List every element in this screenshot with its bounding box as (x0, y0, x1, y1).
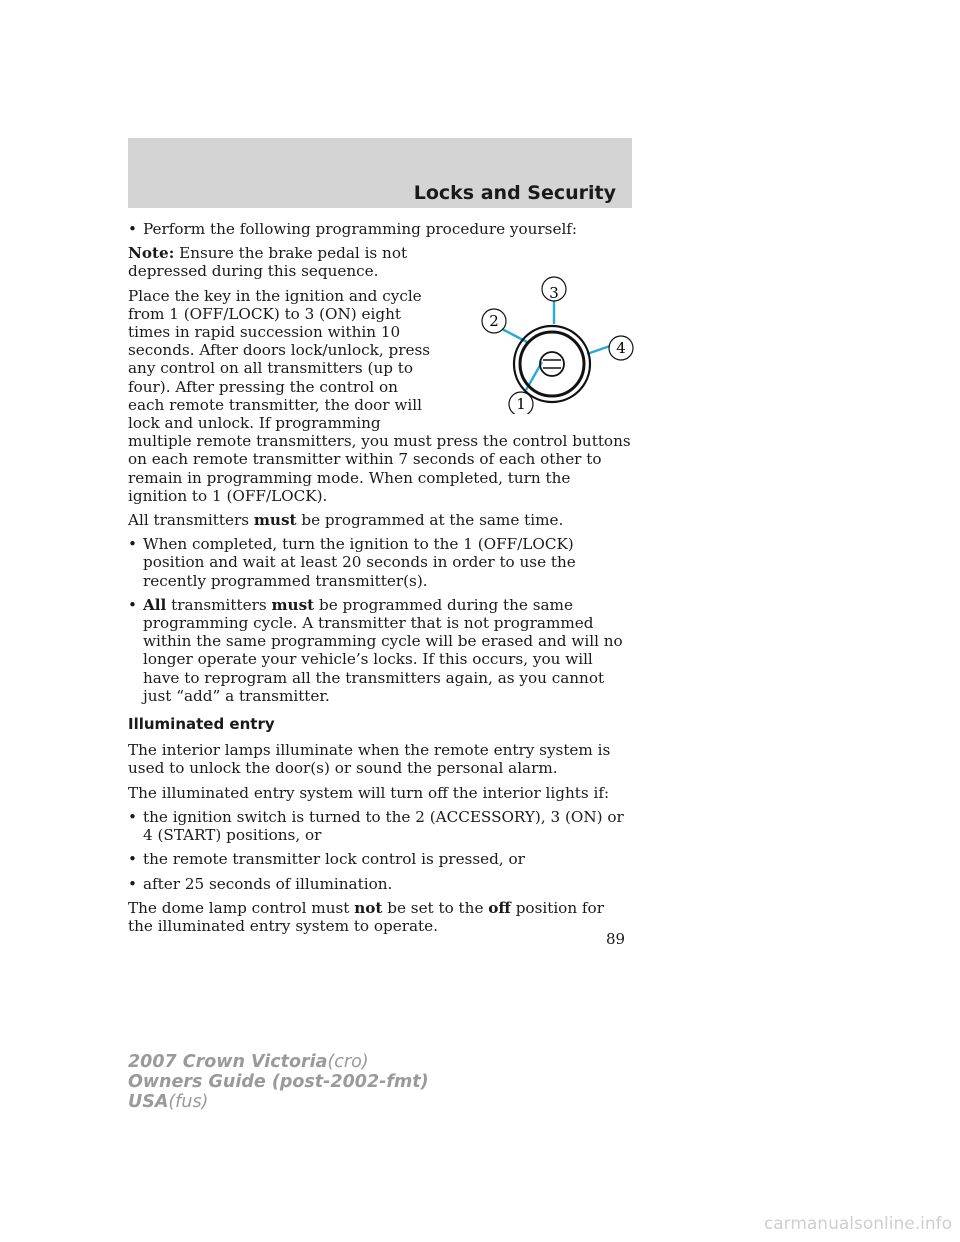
bold-run: not (354, 898, 383, 917)
bullet-dot: • (128, 220, 137, 238)
page-number: 89 (606, 930, 626, 948)
bullet-dot: • (128, 595, 137, 614)
ignition-pointer-4 (587, 346, 610, 354)
ignition-inner-ring (520, 332, 584, 396)
note-label: Note: (128, 244, 175, 263)
page-content (128, 220, 632, 941)
bullet-item (128, 875, 632, 893)
bullet-text: When completed, turn the ignition to the 1 (OFF/LOCK) position and wait at least 20 seconds in order to use the recently programmed transmitter(s). (143, 535, 576, 590)
ignition-label-3: 3 (549, 284, 559, 303)
bullet-text: the remote transmitter lock control is pressed, or (143, 850, 525, 869)
bullet-item (128, 596, 632, 705)
bold-run: must (271, 595, 315, 614)
bullet-text: the ignition switch is turned to the 2 (ACCESSORY), 3 (ON) or 4 (START) positions, or (143, 807, 624, 845)
bullet-text: after 25 seconds of illumination. (143, 874, 393, 893)
note-text: Ensure the brake pedal is not depressed during this sequence. (128, 244, 408, 281)
bold-run: All (143, 595, 167, 614)
ignition-outer-ring (514, 326, 590, 402)
bullet-item (128, 850, 632, 868)
text-run: be programmed at the same time. (296, 511, 564, 530)
ignition-switch-diagram (442, 244, 662, 414)
ignition-label-2: 2 (489, 312, 499, 331)
ignition-label-4: 4 (616, 339, 626, 358)
text-run: position for the illuminated entry system to operate. (128, 898, 604, 935)
text-run: The dome lamp control must (128, 898, 355, 917)
ignition-label-1: 1 (516, 395, 526, 414)
bullet-dot: • (128, 874, 137, 893)
bullet-text (143, 596, 623, 705)
footer-line (128, 1092, 429, 1112)
paragraph (128, 899, 632, 935)
paragraph (128, 511, 632, 529)
bullet-item (128, 220, 632, 238)
bullet-item (128, 535, 632, 590)
text-run: All transmitters (128, 511, 254, 530)
bullet-text: Perform the following programming procedure yourself: (143, 220, 578, 238)
footer-code: (fus) (168, 1092, 209, 1112)
document-footer (128, 1052, 429, 1112)
text-run: be programmed during the same programming cycle. A transmitter that is not programmed within the same programming cycle will be erased and will no longer operate your vehicle’s locks. If this occurs, you will have to reprogram all the transmitters again, as you cannot just “add” a transmitter. (143, 595, 623, 705)
footer-model: 2007 Crown Victoria (128, 1052, 328, 1072)
section-header-band (128, 138, 632, 208)
text-run: transmitters (166, 595, 272, 614)
footer-code: (cro) (327, 1052, 369, 1072)
footer-line: Owners Guide (post-2002-fmt) (128, 1072, 429, 1092)
bullet-dot: • (128, 535, 137, 554)
footer-market: USA (128, 1092, 169, 1112)
bullet-dot: • (128, 807, 137, 826)
paragraph: The illuminated entry system will turn off the interior lights if: (128, 783, 610, 802)
bullet-dot: • (128, 850, 137, 869)
section-title: Locks and Security (413, 182, 616, 204)
site-watermark: carmanualsonline.info (763, 1214, 952, 1234)
paragraph: Place the key in the ignition and cycle from 1 (OFF/LOCK) to 3 (ON) eight times in rapid succession within 10 seconds. After doors lock/unlock, press any control on all transmitters (up to four). After pressing the control on each remote transmitter, the door will lock and unlock. If programming multiple remote transmitters, you must press the control buttons on each remote transmitter within 7 seconds of each other to remain in programming mode. When completed, turn the ignition to 1 (OFF/LOCK). (128, 286, 631, 505)
text-run: be set to the (382, 898, 489, 917)
footer-line (128, 1052, 429, 1072)
paragraph: The interior lamps illuminate when the remote entry system is used to unlock the door(s) or sound the personal alarm. (128, 741, 611, 778)
bold-run: off (488, 898, 511, 917)
ignition-key-cylinder (540, 352, 564, 376)
bold-run: must (253, 511, 297, 530)
section-heading: Illuminated entry (128, 715, 275, 734)
bullet-item (128, 808, 632, 844)
